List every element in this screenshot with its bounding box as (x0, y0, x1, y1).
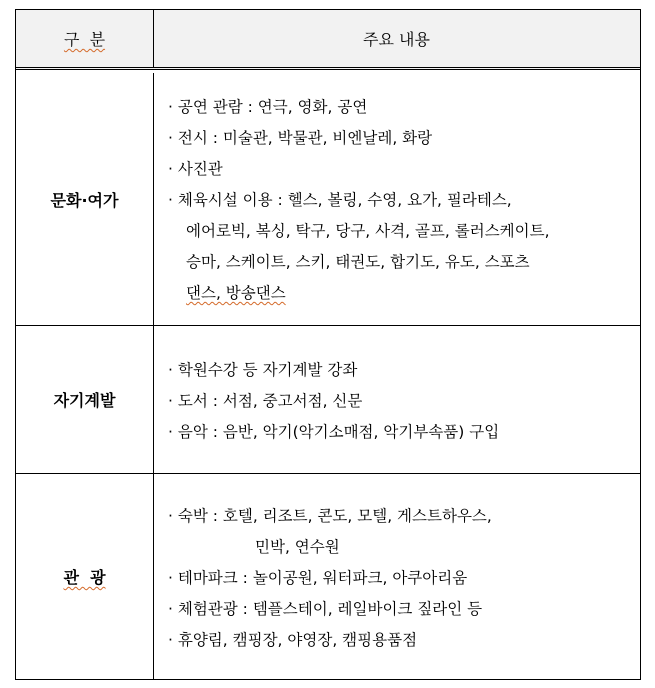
content-line: · 도서 : 서점, 중고서점, 신문 (168, 392, 363, 410)
content-line: · 체험관광 : 템플스테이, 레일바이크 짚라인 등 (168, 600, 483, 618)
header-category (16, 10, 154, 67)
content-table (15, 9, 641, 680)
content-line: 에어로빅, 복싱, 탁구, 당구, 사격, 골프, 롤러스케이트, (186, 222, 550, 240)
content-line: · 휴양림, 캠핑장, 야영장, 캠핑용품점 (168, 631, 418, 649)
category-label: 문화·여가 (50, 190, 119, 210)
header-category-label: 구 분 (63, 30, 106, 49)
content-line: · 숙박 : 호텔, 리조트, 콘도, 모텔, 게스트하우스, (168, 507, 492, 525)
table-row-self-development (16, 326, 640, 474)
content-line: · 테마파크 : 놀이공원, 워터파크, 아쿠아리움 (168, 569, 468, 587)
content-cell (153, 474, 640, 679)
category-label: 관 광 (63, 568, 106, 587)
category-label: 자기계발 (53, 391, 116, 410)
content-cell (153, 326, 640, 473)
content-line: 댄스, 방송댄스 (186, 284, 286, 302)
content-line: · 학원수강 등 자기계발 강좌 (168, 361, 358, 379)
header-content-label: 주요 내용 (363, 30, 430, 49)
table-row-tourism (16, 474, 640, 679)
content-cell (153, 73, 640, 325)
content-line: · 공연 관람 : 연극, 영화, 공연 (168, 98, 368, 116)
header-content (153, 10, 640, 67)
category-cell (16, 474, 154, 679)
content-line: · 전시 : 미술관, 박물관, 비엔날레, 화랑 (168, 129, 433, 147)
content-line: · 체육시설 이용 : 헬스, 볼링, 수영, 요가, 필라테스, (168, 191, 512, 209)
category-cell (16, 73, 154, 325)
table-row-culture (16, 73, 640, 326)
category-cell (16, 326, 154, 473)
content-line: 승마, 스케이트, 스키, 태권도, 합기도, 유도, 스포츠 (186, 253, 530, 271)
content-line: · 음악 : 음반, 악기(악기소매점, 악기부속품) 구입 (168, 423, 500, 441)
header-row (16, 10, 640, 70)
content-line: 민박, 연수원 (255, 538, 340, 556)
content-line: · 사진관 (168, 160, 223, 178)
